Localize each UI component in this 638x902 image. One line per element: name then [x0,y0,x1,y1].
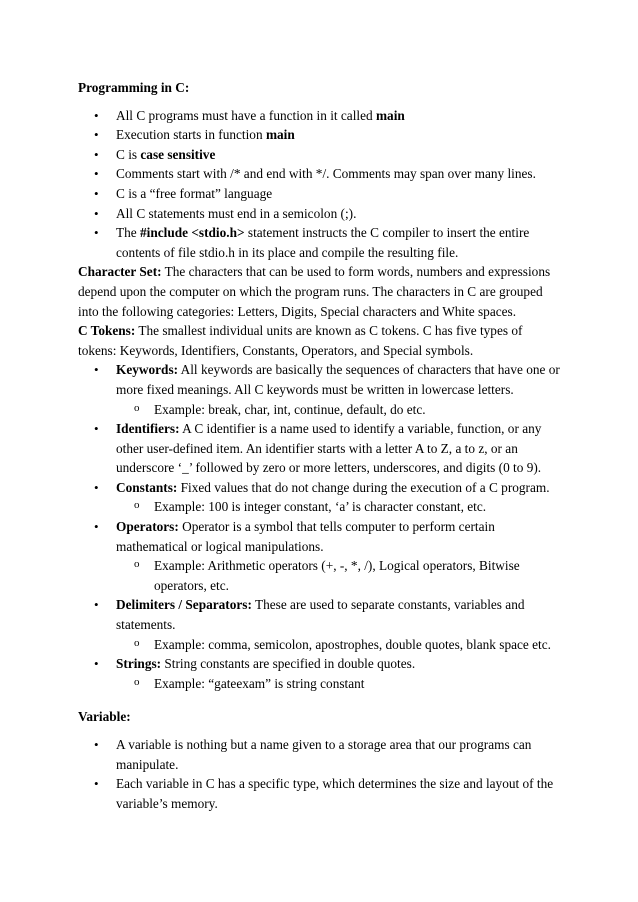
sub-list-item [78,497,562,517]
token-label: Constants: [116,479,178,495]
token-text: String constants are specified in double quotes. [161,656,416,672]
list-item [78,164,562,184]
token-text: These are used to separate constants, variables and statements. [116,597,525,633]
item-text: C is a “free format” language [116,185,273,201]
tokens-text: The smallest individual units are known as C tokens. C has five types of tokens: Keywords, Identifiers, Constants, Operators, and Special symbols. [78,323,523,358]
sub-list-item [78,635,562,655]
token-text: All keywords are basically the sequences of characters that have one or more fixed meanings. All C keywords must be written in lowercase letters. [116,362,560,397]
item-text: All C programs must have a function in it called [116,107,376,123]
list-item [78,654,562,674]
token-text: A C identifier is a name used to identify a variable, function, or any other user-defined item. An identifier starts with a letter A to Z, a to z, or an underscore ‘_’ followed by zero or more letters, underscores, and digits (0 to 9). [116,421,542,476]
document-page [78,78,562,813]
item-bold: #include <stdio.h> [140,225,245,241]
item-text: All C statements must end in a semicolon (;). [116,205,357,221]
item-text: C is [116,146,141,162]
list-item [78,735,562,774]
list-item [78,360,562,399]
list-item [78,125,562,145]
tokens-list [78,360,562,693]
item-bold: case sensitive [140,146,216,162]
item-text: Comments start with /* and end with */. Comments may span over many lines. [116,166,536,182]
item-text: The [116,225,140,241]
sub-list-item [78,400,562,420]
list-item [78,184,562,204]
section-heading-programming: Programming in C: [78,80,190,95]
token-label: Strings: [116,656,162,672]
character-set-text: The characters that can be used to form words, numbers and expressions depend upon the computer on which the program runs. The characters in C are grouped into the following categories: Letters, Digits, Special characters and White spaces. [78,264,551,319]
tokens-paragraph [78,321,562,360]
list-item [78,419,562,478]
character-set-paragraph [78,262,562,321]
item-tail: statement instructs the C compiler to insert the entire contents of file stdio.h in its place and compile the resulting file. [116,225,530,260]
list-item [78,517,562,556]
list-item [78,478,562,498]
item-bold: main [265,127,295,143]
list-item [78,774,562,813]
section-heading-variable: Variable: [78,709,131,725]
token-text: Fixed values that do not change during the execution of a C program. [177,479,550,495]
list-item [78,204,562,224]
character-set-label: Character Set: [78,264,162,280]
item-text: A variable is nothing but a name given to a storage area that our programs can manipulate. [116,737,532,772]
example-text: Example: break, char, int, continue, default, do etc. [154,401,426,417]
programming-list [78,98,562,263]
list-item [78,106,562,126]
example-text: Example: comma, semicolon, apostrophes, double quotes, blank space etc. [154,636,551,652]
item-text: Each variable in C has a specific type, which determines the size and layout of the variable’s memory. [116,776,554,811]
token-label: Delimiters / Separators: [116,597,252,613]
example-text: Example: “gateexam” is string constant [154,675,365,691]
token-text: Operator is a symbol that tells computer to perform certain mathematical or logical manipulations. [116,519,495,554]
token-label: Keywords: [116,362,179,378]
tokens-label: C Tokens: [78,323,136,339]
list-item [78,145,562,165]
list-item [78,223,562,262]
token-label: Identifiers: [116,421,180,437]
example-text: Example: 100 is integer constant, ‘a’ is character constant, etc. [154,499,487,515]
item-bold: main [375,107,405,123]
list-item [78,595,562,634]
sub-list-item [78,674,562,694]
sub-list-item [78,556,562,595]
token-label: Operators: [116,519,179,535]
item-text: Execution starts in function [116,127,266,143]
variable-list [78,727,562,813]
example-text: Example: Arithmetic operators (+, -, *, /), Logical operators, Bitwise operators, etc. [154,558,520,593]
